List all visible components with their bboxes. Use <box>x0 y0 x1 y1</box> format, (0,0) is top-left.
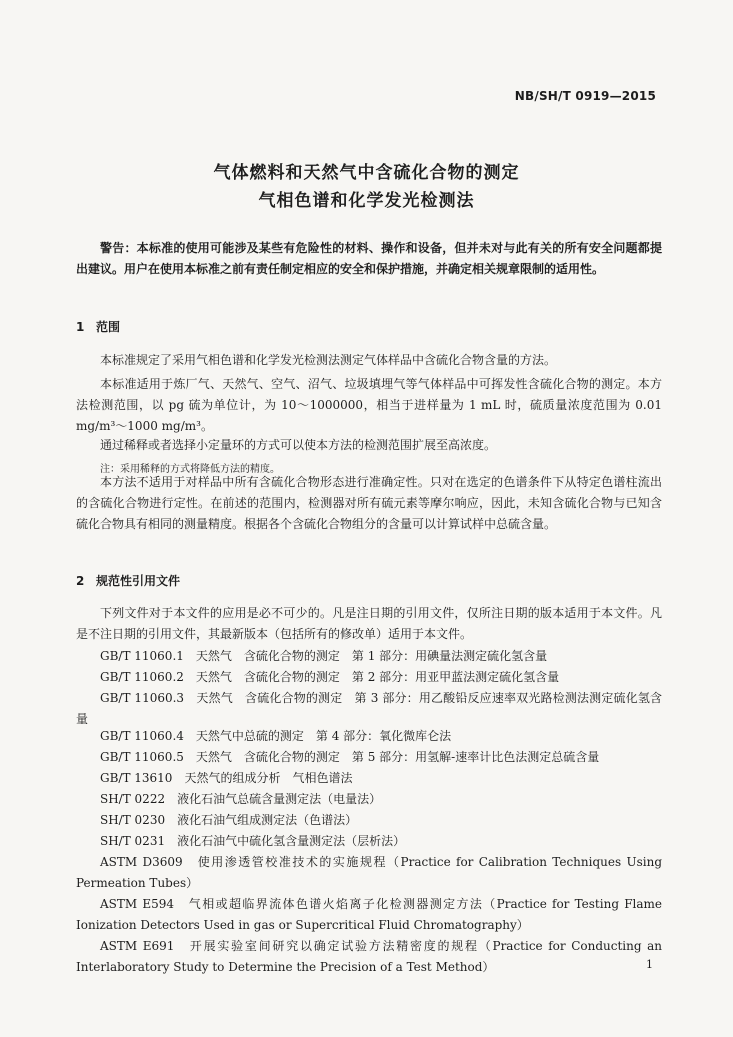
section-1-number: 1 <box>76 320 85 334</box>
document-title-line1: 气体燃料和天然气中含硫化合物的测定 <box>213 163 520 183</box>
scope-paragraph-4: 本方法不适用于对样品中所有含硫化合物形态进行准确定性。只对在选定的色谱条件下从特定色谱柱流出的含硫化合物进行定性。在前述的范围内，检测器对所有硫元素等摩尔响应，因此，未知含硫化合物与已知含硫化合物具有相同的测量精度。根据各个含硫化合物组分的含量可以计算试样中总硫含量。 <box>76 475 662 531</box>
reference-item: ASTM D3609 使用渗透管校准技术的实施规程（Practice for Calibration Techniques Using Permeation Tubes） <box>76 855 662 890</box>
warning-paragraph: 警告：本标准的使用可能涉及某些有危险性的材料、操作和设备，但并未对与此有关的所有安全问题都提出建议。用户在使用本标准之前有责任制定相应的安全和保护措施，并确定相关规章限制的适用性。 <box>76 241 662 276</box>
section-1-heading <box>76 318 120 335</box>
reference-item: SH/T 0230 液化石油气组成测定法（色谱法） <box>100 813 358 827</box>
reference-item: GB/T 13610 天然气的组成分析 气相色谱法 <box>100 771 353 785</box>
reference-item: GB/T 11060.3 天然气 含硫化合物的测定 第 3 部分：用乙酸铅反应速率双光路检测法测定硫化氢含量 <box>76 691 662 726</box>
scope-note: 注：采用稀释的方式将降低方法的精度。 <box>100 464 280 475</box>
reference-item: ASTM E594 气相或超临界流体色谱火焰离子化检测器测定方法（Practice for Testing Flame Ionization Detectors Used in gas or Supercritical Fluid Chromatography） <box>76 897 662 932</box>
standard-code: NB/SH/T 0919—2015 <box>514 89 656 103</box>
section-1-title: 范围 <box>96 320 121 334</box>
reference-item: GB/T 11060.2 天然气 含硫化合物的测定 第 2 部分：用亚甲蓝法测定硫化氢含量 <box>100 670 560 684</box>
page-number: 1 <box>646 958 653 971</box>
reference-item: SH/T 0222 液化石油气总硫含量测定法（电量法） <box>100 792 382 806</box>
reference-item: GB/T 11060.1 天然气 含硫化合物的测定 第 1 部分：用碘量法测定硫化氢含量 <box>100 649 548 663</box>
section-2-number: 2 <box>76 574 85 588</box>
reference-item: GB/T 11060.5 天然气 含硫化合物的测定 第 5 部分：用氢解-速率计比色法测定总硫含量 <box>100 750 600 764</box>
references-intro: 下列文件对于本文件的应用是必不可少的。凡是注日期的引用文件，仅所注日期的版本适用于本文件。凡是不注日期的引用文件，其最新版本（包括所有的修改单）适用于本文件。 <box>76 606 662 641</box>
reference-item: ASTM E691 开展实验室间研究以确定试验方法精密度的规程（Practice for Conducting an Interlaboratory Study to Determine the Precision of a Test Method） <box>76 939 662 974</box>
document-title-line2: 气相色谱和化学发光检测法 <box>258 191 475 211</box>
section-2-title: 规范性引用文件 <box>96 574 181 588</box>
section-2-heading <box>76 572 180 589</box>
reference-item: GB/T 11060.4 天然气中总硫的测定 第 4 部分：氧化微库仑法 <box>100 729 452 743</box>
scope-paragraph-1: 本标准规定了采用气相色谱和化学发光检测法测定气体样品中含硫化合物含量的方法。 <box>100 353 557 367</box>
reference-item: SH/T 0231 液化石油气中硫化氢含量测定法（层析法） <box>100 834 406 848</box>
scope-paragraph-3: 通过稀释或者选择小定量环的方式可以使本方法的检测范围扩展至高浓度。 <box>100 438 497 452</box>
scope-paragraph-2: 本标准适用于炼厂气、天然气、空气、沼气、垃圾填埋气等气体样品中可挥发性含硫化合物的测定。本方法检测范围，以 pg 硫为单位计，为 10～1000000，相当于进样量为 1 mL 时，硫质量浓度范围为 0.01 mg/m³～1000 mg/m³。 <box>76 377 662 433</box>
